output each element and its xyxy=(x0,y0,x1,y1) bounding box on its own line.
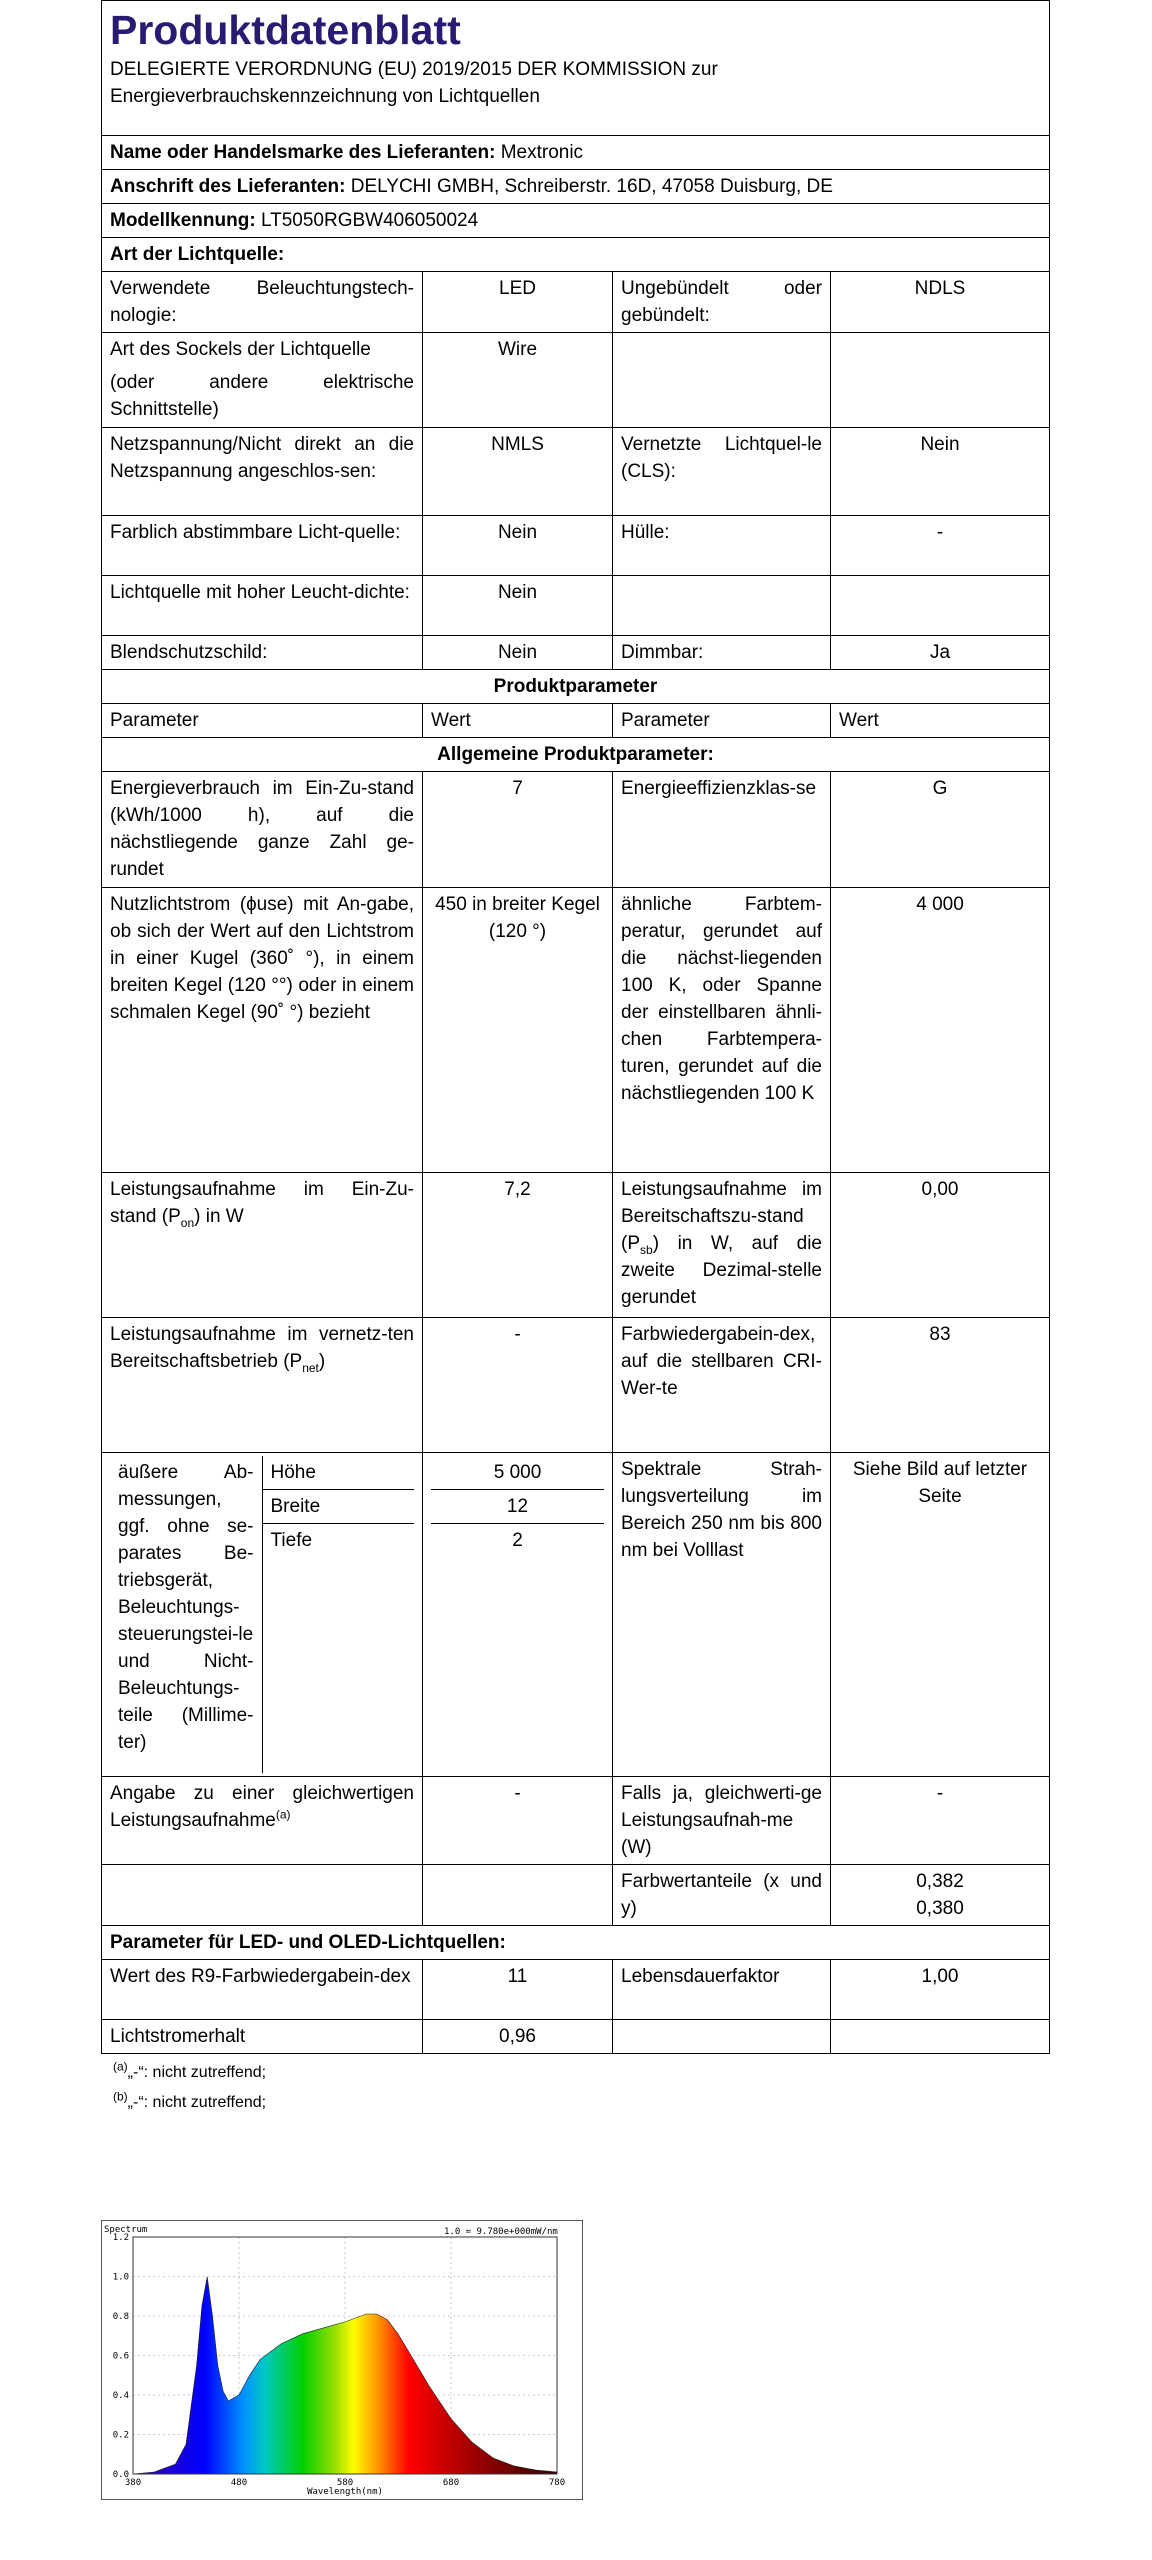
type-label: Vernetzte Lichtquel-le (CLS): xyxy=(613,428,831,516)
spd-value: Siehe Bild auf letzter Seite xyxy=(831,1453,1050,1777)
type-label: Blendschutzschild: xyxy=(102,636,423,670)
footnote-a-mark: (a) xyxy=(113,2059,128,2074)
type-row xyxy=(102,516,1050,576)
chromaticity-row xyxy=(102,1865,1050,1926)
model-label: Modellkennung: xyxy=(110,210,256,231)
general-heading-row xyxy=(102,738,1050,772)
type-label: Art des Sockels der Lichtquelle xyxy=(110,339,371,360)
spd-label: Spektrale Strah-lungsverteilung im Bereich 250 nm bis 800 nm bei Volllast xyxy=(613,1453,831,1777)
standby-row xyxy=(102,1318,1050,1453)
lifetime-factor-value: 1,00 xyxy=(831,1960,1050,2020)
cri-label: Farbwiedergabein-dex, auf die stellbaren CRI-Wer-te xyxy=(613,1318,831,1453)
model-row xyxy=(102,204,1050,238)
lumen-maintenance-label: Lichtstromerhalt xyxy=(102,2020,423,2054)
footnote-a-text: „-“: nicht zutreffend; xyxy=(127,2064,267,2081)
type-label: (oder andere elektrische Schnittstelle) xyxy=(110,372,414,420)
supplier-address-value: DELYCHI GMBH, Schreiberstr. 16D, 47058 Duisburg, DE xyxy=(350,176,833,197)
energy-value: 7 xyxy=(423,772,613,888)
chromaticity-label: Farbwertanteile (x und y) xyxy=(613,1865,831,1926)
type-value: - xyxy=(831,516,1050,576)
dimension-name: Breite xyxy=(262,1490,414,1524)
type-heading-row xyxy=(102,238,1050,272)
type-label xyxy=(613,333,831,428)
type-row xyxy=(102,333,1050,428)
data-table xyxy=(101,0,1050,2054)
dimensions-row xyxy=(102,1453,1050,1777)
type-value xyxy=(831,576,1050,636)
footnotes xyxy=(101,2058,1049,2118)
psb-label: Leistungsaufnahme im Bereitschaftszu-stand (P xyxy=(621,1179,822,1254)
type-label: Dimmbar: xyxy=(613,636,831,670)
led-params-heading: Parameter für LED- und OLED-Lichtquellen: xyxy=(102,1926,1050,1960)
x-tick-label: 480 xyxy=(230,2478,248,2488)
efficiency-class-label: Energieeffizienzklas-se xyxy=(613,772,831,888)
type-label: Ungebündelt oder gebündelt: xyxy=(613,272,831,333)
maintenance-row xyxy=(102,2020,1050,2054)
y-tick-label: 0.0 xyxy=(112,2470,129,2480)
footnote-b-text: „-“: nicht zutreffend; xyxy=(127,2094,267,2111)
y-tick-label: 1.0 xyxy=(112,2272,129,2283)
chart-title: Spectrum xyxy=(104,2225,148,2235)
column-header-row xyxy=(102,704,1050,738)
equivalent-label: Angabe zu einer gleichwertigen Leistungsaufnahme xyxy=(110,1783,414,1831)
type-value: Nein xyxy=(831,428,1050,516)
flux-row xyxy=(102,888,1050,1173)
type-label: Lichtquelle mit hoher Leucht-dichte: xyxy=(102,576,423,636)
pnet-label-end: ) xyxy=(318,1351,326,1372)
type-heading: Art der Lichtquelle: xyxy=(102,238,1050,272)
dimension-value: 5 000 xyxy=(431,1456,604,1490)
led-heading-row xyxy=(102,1926,1050,1960)
r9-row xyxy=(102,1960,1050,2020)
energy-row xyxy=(102,772,1050,888)
dimension-value: 12 xyxy=(431,1490,604,1524)
chart-annotation: 1.0 = 9.780e+000mW/nm xyxy=(444,2227,558,2237)
general-params-heading: Allgemeine Produktparameter: xyxy=(102,738,1050,772)
y-tick-label: 1.2 xyxy=(112,2233,129,2243)
type-row xyxy=(102,428,1050,516)
supplier-name-value: Mextronic xyxy=(500,142,584,163)
pon-label-end: ) in W xyxy=(194,1206,244,1227)
chromaticity-y: 0,380 xyxy=(916,1898,964,1919)
type-value: NDLS xyxy=(831,272,1050,333)
type-value: Wire xyxy=(423,333,613,428)
x-tick-label: 580 xyxy=(336,2478,354,2488)
type-value xyxy=(831,333,1050,428)
equivalent-row xyxy=(102,1777,1050,1865)
column-header-value: Wert xyxy=(423,704,613,738)
type-label: Verwendete Beleuchtungstech-nologie: xyxy=(102,272,423,333)
lifetime-factor-label: Lebensdauerfaktor xyxy=(613,1960,831,2020)
dimension-name: Höhe xyxy=(262,1456,414,1490)
type-label xyxy=(613,576,831,636)
cct-value: 4 000 xyxy=(831,888,1050,1173)
type-value: Ja xyxy=(831,636,1050,670)
product-data-sheet xyxy=(101,0,1049,2118)
supplier-address-row xyxy=(102,170,1050,204)
regulation-line-2: Energieverbrauchskennzeichnung von Lichtquellen xyxy=(110,86,540,107)
column-header-parameter: Parameter xyxy=(613,704,831,738)
flux-value: 450 in breiter Kegel (120 °) xyxy=(423,888,613,1173)
y-tick-label: 0.6 xyxy=(112,2351,129,2362)
page-title: Produktdatenblatt xyxy=(110,7,461,53)
supplier-address-label: Anschrift des Lieferanten: xyxy=(110,176,346,197)
column-header-value: Wert xyxy=(831,704,1050,738)
y-tick-label: 0.4 xyxy=(112,2391,129,2401)
psb-subscript: sb xyxy=(640,1242,653,1257)
footnote-b xyxy=(113,2088,1049,2118)
lumen-maintenance-value: 0,96 xyxy=(423,2020,613,2054)
flux-label: Nutzlichtstrom (ɸuse) mit An-gabe, ob sich der Wert auf den Lichtstrom in einer Kugel (360˚ °), in einem breiten Kegel (120 °°) oder in einem schmalen Kegel (90˚ °) bezieht xyxy=(102,888,423,1173)
type-value: LED xyxy=(423,272,613,333)
equivalent-value: - xyxy=(423,1777,613,1865)
pnet-subscript: net xyxy=(302,1360,319,1375)
product-params-heading: Produktparameter xyxy=(102,670,1050,704)
psb-label-end: ) in W, auf die zweite Dezimal-stelle gerundet xyxy=(621,1233,822,1308)
footnote-a-ref: (a) xyxy=(275,1807,291,1822)
dimension-value: 2 xyxy=(512,1530,523,1551)
type-value: Nein xyxy=(423,576,613,636)
y-tick-label: 0.2 xyxy=(112,2430,129,2441)
chart-x-axis-label: Wavelength(nm) xyxy=(307,2487,383,2497)
dimensions-label: äußere Ab-messungen, ggf. ohne se-parates Be-triebsgerät, Beleuchtungs-steuerungstei-le und Nicht-Beleuchtungs-teile (Millime-ter) xyxy=(110,1456,262,1773)
r9-label: Wert des R9-Farbwiedergabein-dex xyxy=(102,1960,423,2020)
type-row xyxy=(102,272,1050,333)
pnet-label: Leistungsaufnahme im vernetz-ten Bereitschaftsbetrieb (P xyxy=(110,1324,414,1372)
power-row xyxy=(102,1173,1050,1318)
footnote-a xyxy=(113,2058,1049,2088)
type-value: NMLS xyxy=(423,428,613,516)
dimension-name: Tiefe xyxy=(262,1524,414,1558)
energy-label: Energieverbrauch im Ein-Zu-stand (kWh/1000 h), auf die nächstliegende ganze Zahl ge-rundet xyxy=(102,772,423,888)
type-value: Nein xyxy=(423,636,613,670)
cri-value: 83 xyxy=(831,1318,1050,1453)
x-tick-label: 380 xyxy=(124,2478,142,2488)
spectrum-chart xyxy=(101,2220,583,2500)
equivalent-power-value: - xyxy=(831,1777,1050,1865)
equivalent-power-label: Falls ja, gleichwerti-ge Leistungsaufnah-me (W) xyxy=(613,1777,831,1865)
type-label: Hülle: xyxy=(613,516,831,576)
supplier-name-label: Name oder Handelsmarke des Lieferanten: xyxy=(110,142,496,163)
type-row xyxy=(102,576,1050,636)
product-params-heading-row xyxy=(102,670,1050,704)
x-tick-label: 780 xyxy=(548,2478,566,2488)
r9-value: 11 xyxy=(423,1960,613,2020)
regulation-line-1: DELEGIERTE VERORDNUNG (EU) 2019/2015 DER KOMMISSION zur xyxy=(110,59,718,80)
header-row xyxy=(102,1,1050,136)
pon-label: Leistungsaufnahme im Ein-Zu-stand (P xyxy=(110,1179,414,1227)
column-header-parameter: Parameter xyxy=(102,704,423,738)
type-row xyxy=(102,636,1050,670)
chromaticity-x: 0,382 xyxy=(916,1871,964,1892)
supplier-name-row xyxy=(102,136,1050,170)
pnet-value: - xyxy=(423,1318,613,1453)
x-tick-label: 680 xyxy=(442,2478,460,2488)
y-tick-label: 0.8 xyxy=(112,2312,129,2322)
pon-value: 7,2 xyxy=(423,1173,613,1318)
pon-subscript: on xyxy=(180,1215,195,1230)
efficiency-class-value: G xyxy=(831,772,1050,888)
type-label: Farblich abstimmbare Licht-quelle: xyxy=(102,516,423,576)
cct-label: ähnliche Farbtem-peratur, gerundet auf die nächst-liegenden 100 K, oder Spanne der einstellbaren ähnli-chen Farbtempera-turen, gerundet auf die nächstliegenden 100 K xyxy=(613,888,831,1173)
footnote-b-mark: (b) xyxy=(113,2089,128,2104)
model-value: LT5050RGBW406050024 xyxy=(260,210,479,231)
type-label: Netzspannung/Nicht direkt an die Netzspannung angeschlos-sen: xyxy=(102,428,423,516)
psb-value: 0,00 xyxy=(831,1173,1050,1318)
type-value: Nein xyxy=(423,516,613,576)
